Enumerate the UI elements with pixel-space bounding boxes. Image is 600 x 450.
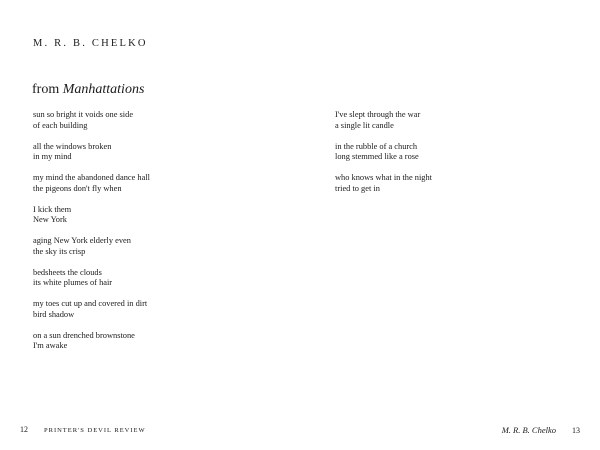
stanza: [33, 268, 253, 289]
stanza: [335, 173, 555, 194]
page-number-left: 12: [20, 425, 28, 434]
stanza: [33, 205, 253, 226]
poem-line: I kick them: [33, 204, 72, 214]
poem-title-work: Manhattations: [62, 82, 145, 97]
poem-line: a single lit candle: [335, 120, 394, 130]
stanza: [33, 299, 253, 320]
poem-line: I'm awake: [33, 341, 68, 350]
poem-line: its white plumes of hair: [33, 278, 113, 287]
journal-name: PRINTER'S DEVIL REVIEW: [44, 427, 146, 434]
poem-line: the pigeons don't fly when: [33, 183, 122, 193]
footer-author: M. R. B. Chelko: [501, 425, 556, 435]
footer-right: [502, 425, 580, 435]
stanza: [33, 236, 253, 257]
poem-right-column: [335, 110, 555, 205]
stanza: [33, 173, 253, 194]
poem-title-prefix: from: [32, 82, 63, 97]
poem-line: my mind the abandoned dance hall: [33, 173, 150, 182]
stanza: [33, 331, 253, 352]
poem-line: sun so bright it voids one side: [33, 110, 134, 119]
poem-line: long stemmed like a rose: [335, 152, 419, 161]
poem-line: on a sun drenched brownstone: [33, 330, 135, 340]
poem-line: all the windows broken: [33, 141, 112, 151]
poem-line: bird shadow: [33, 309, 75, 319]
poem-line: aging New York elderly even: [33, 236, 131, 245]
page-number-right: 13: [572, 426, 580, 435]
poem-line: in my mind: [33, 152, 72, 161]
poem-line: my toes cut up and covered in dirt: [33, 299, 148, 308]
poem-line: I've slept through the war: [335, 110, 421, 119]
poem-line: the sky its crisp: [33, 246, 86, 256]
poem-line: bedsheets the clouds: [33, 267, 102, 277]
stanza: [335, 110, 555, 131]
poem-line: who knows what in the night: [335, 173, 433, 182]
footer-left: [20, 425, 146, 434]
poem-line: in the rubble of a church: [335, 141, 418, 151]
stanza: [335, 142, 555, 163]
poem-left-column: [33, 110, 253, 362]
poem-line: of each building: [33, 120, 88, 130]
poem-title: [32, 82, 144, 98]
stanza: [33, 142, 253, 163]
stanza: [33, 110, 253, 131]
poem-line: New York: [33, 215, 67, 224]
poem-line: tried to get in: [335, 183, 380, 193]
author-header: M. R. B. CHELKO: [33, 38, 148, 49]
